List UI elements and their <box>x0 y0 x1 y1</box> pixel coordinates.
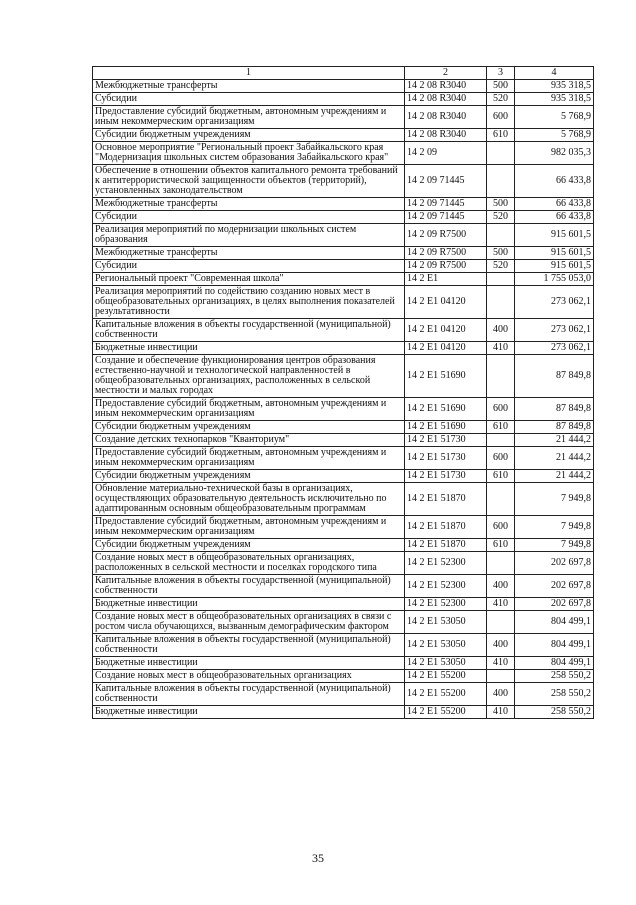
table-header-row <box>93 67 594 80</box>
row-code-cell: 14 2 E1 51730 <box>405 470 487 483</box>
row-expense-type-cell <box>487 483 515 516</box>
row-expense-type-cell: 400 <box>487 634 515 657</box>
table-row <box>93 165 594 198</box>
row-amount-cell: 935 318,5 <box>515 93 594 106</box>
row-amount-cell: 5 768,9 <box>515 106 594 129</box>
row-amount-cell: 21 444,2 <box>515 434 594 447</box>
row-name-cell: Создание и обеспечение функционирования центров образования естественно-научной и технологической направленностей в общеобразовательных организациях, расположенных в сельской местности и малых городах <box>93 355 405 398</box>
row-expense-type-cell <box>487 165 515 198</box>
row-name-cell: Субсидии <box>93 260 405 273</box>
row-name-cell: Предоставление субсидий бюджетным, автономным учреждениям и иным некоммерческим организациям <box>93 447 405 470</box>
row-amount-cell: 258 550,2 <box>515 670 594 683</box>
column-header-4: 4 <box>515 67 594 80</box>
row-name-cell: Межбюджетные трансферты <box>93 80 405 93</box>
row-name-cell: Бюджетные инвестиции <box>93 598 405 611</box>
row-expense-type-cell: 500 <box>487 198 515 211</box>
table-row <box>93 398 594 421</box>
row-expense-type-cell <box>487 434 515 447</box>
table-row <box>93 575 594 598</box>
row-expense-type-cell: 410 <box>487 598 515 611</box>
row-amount-cell: 66 433,8 <box>515 165 594 198</box>
row-code-cell: 14 2 E1 04120 <box>405 342 487 355</box>
row-expense-type-cell: 400 <box>487 575 515 598</box>
row-name-cell: Основное мероприятие "Региональный проект Забайкальского края "Модернизация школьных систем образования Забайкальского края" <box>93 142 405 165</box>
table-row <box>93 470 594 483</box>
table-row <box>93 286 594 319</box>
table-row <box>93 198 594 211</box>
row-code-cell: 14 2 E1 51690 <box>405 421 487 434</box>
table-row <box>93 634 594 657</box>
row-amount-cell: 87 849,8 <box>515 398 594 421</box>
row-code-cell: 14 2 E1 53050 <box>405 634 487 657</box>
table-row <box>93 142 594 165</box>
row-name-cell: Межбюджетные трансферты <box>93 247 405 260</box>
row-code-cell: 14 2 E1 51690 <box>405 355 487 398</box>
row-code-cell: 14 2 E1 <box>405 273 487 286</box>
row-amount-cell: 982 035,3 <box>515 142 594 165</box>
row-amount-cell: 258 550,2 <box>515 706 594 719</box>
row-name-cell: Реализация мероприятий по содействию созданию новых мест в общеобразовательных организациях, в целях выполнения показателей результативности <box>93 286 405 319</box>
row-expense-type-cell: 400 <box>487 319 515 342</box>
table-row <box>93 211 594 224</box>
table-row <box>93 355 594 398</box>
table-row <box>93 273 594 286</box>
row-code-cell: 14 2 E1 52300 <box>405 575 487 598</box>
row-amount-cell: 87 849,8 <box>515 421 594 434</box>
row-expense-type-cell: 520 <box>487 93 515 106</box>
row-expense-type-cell: 600 <box>487 447 515 470</box>
row-name-cell: Обновление материально-технической базы в организациях, осуществляющих образовательную деятельность исключительно по адаптированным основным общеобразовательным программам <box>93 483 405 516</box>
row-amount-cell: 258 550,2 <box>515 683 594 706</box>
row-amount-cell: 1 755 053,0 <box>515 273 594 286</box>
table-row <box>93 670 594 683</box>
row-name-cell: Субсидии <box>93 93 405 106</box>
row-name-cell: Бюджетные инвестиции <box>93 706 405 719</box>
row-expense-type-cell <box>487 273 515 286</box>
table-row <box>93 516 594 539</box>
table-row <box>93 552 594 575</box>
table-row <box>93 598 594 611</box>
row-name-cell: Создание новых мест в общеобразовательных организациях <box>93 670 405 683</box>
row-name-cell: Субсидии бюджетным учреждениям <box>93 129 405 142</box>
row-code-cell: 14 2 E1 51730 <box>405 434 487 447</box>
row-expense-type-cell: 500 <box>487 247 515 260</box>
row-expense-type-cell <box>487 286 515 319</box>
table-row <box>93 611 594 634</box>
row-amount-cell: 7 949,8 <box>515 539 594 552</box>
row-amount-cell: 21 444,2 <box>515 447 594 470</box>
row-code-cell: 14 2 09 <box>405 142 487 165</box>
table-row <box>93 657 594 670</box>
row-expense-type-cell: 410 <box>487 657 515 670</box>
column-header-1: 1 <box>93 67 405 80</box>
table-row <box>93 106 594 129</box>
table-row <box>93 129 594 142</box>
table-row <box>93 706 594 719</box>
row-code-cell: 14 2 09 71445 <box>405 198 487 211</box>
row-amount-cell: 935 318,5 <box>515 80 594 93</box>
row-code-cell: 14 2 E1 51870 <box>405 516 487 539</box>
row-code-cell: 14 2 E1 04120 <box>405 319 487 342</box>
row-amount-cell: 804 499,1 <box>515 657 594 670</box>
row-code-cell: 14 2 E1 53050 <box>405 611 487 634</box>
row-code-cell: 14 2 09 71445 <box>405 211 487 224</box>
row-amount-cell: 804 499,1 <box>515 611 594 634</box>
row-expense-type-cell: 600 <box>487 516 515 539</box>
row-code-cell: 14 2 E1 51730 <box>405 447 487 470</box>
row-amount-cell: 5 768,9 <box>515 129 594 142</box>
row-code-cell: 14 2 08 R3040 <box>405 106 487 129</box>
row-expense-type-cell <box>487 355 515 398</box>
table-row <box>93 247 594 260</box>
row-code-cell: 14 2 E1 04120 <box>405 286 487 319</box>
row-expense-type-cell <box>487 142 515 165</box>
row-name-cell: Субсидии бюджетным учреждениям <box>93 539 405 552</box>
row-code-cell: 14 2 E1 51870 <box>405 483 487 516</box>
row-name-cell: Реализация мероприятий по модернизации школьных систем образования <box>93 224 405 247</box>
row-name-cell: Капитальные вложения в объекты государственной (муниципальной) собственности <box>93 319 405 342</box>
table-row <box>93 93 594 106</box>
row-expense-type-cell: 500 <box>487 80 515 93</box>
row-expense-type-cell <box>487 611 515 634</box>
table-row <box>93 447 594 470</box>
table-row <box>93 483 594 516</box>
row-code-cell: 14 2 E1 52300 <box>405 552 487 575</box>
row-name-cell: Создание детских технопарков "Кванториум" <box>93 434 405 447</box>
table-row <box>93 319 594 342</box>
row-name-cell: Предоставление субсидий бюджетным, автономным учреждениям и иным некоммерческим организациям <box>93 516 405 539</box>
row-expense-type-cell: 410 <box>487 706 515 719</box>
row-code-cell: 14 2 E1 51690 <box>405 398 487 421</box>
row-expense-type-cell: 600 <box>487 398 515 421</box>
row-amount-cell: 915 601,5 <box>515 247 594 260</box>
row-amount-cell: 7 949,8 <box>515 516 594 539</box>
row-code-cell: 14 2 E1 53050 <box>405 657 487 670</box>
row-code-cell: 14 2 09 R7500 <box>405 247 487 260</box>
row-name-cell: Субсидии <box>93 211 405 224</box>
row-expense-type-cell: 410 <box>487 342 515 355</box>
table-row <box>93 421 594 434</box>
row-name-cell: Межбюджетные трансферты <box>93 198 405 211</box>
row-expense-type-cell <box>487 552 515 575</box>
row-expense-type-cell <box>487 224 515 247</box>
row-amount-cell: 87 849,8 <box>515 355 594 398</box>
table-body <box>93 80 594 719</box>
row-name-cell: Создание новых мест в общеобразовательных организациях, расположенных в сельской местности и поселках городского типа <box>93 552 405 575</box>
row-name-cell: Бюджетные инвестиции <box>93 342 405 355</box>
row-amount-cell: 915 601,5 <box>515 224 594 247</box>
row-name-cell: Субсидии бюджетным учреждениям <box>93 470 405 483</box>
table-row <box>93 342 594 355</box>
column-header-3: 3 <box>487 67 515 80</box>
row-name-cell: Предоставление субсидий бюджетным, автономным учреждениям и иным некоммерческим организациям <box>93 106 405 129</box>
row-code-cell: 14 2 09 R7500 <box>405 260 487 273</box>
row-code-cell: 14 2 E1 55200 <box>405 683 487 706</box>
row-code-cell: 14 2 08 R3040 <box>405 129 487 142</box>
row-amount-cell: 273 062,1 <box>515 319 594 342</box>
row-expense-type-cell <box>487 670 515 683</box>
row-amount-cell: 804 499,1 <box>515 634 594 657</box>
row-name-cell: Региональный проект "Современная школа" <box>93 273 405 286</box>
row-name-cell: Капитальные вложения в объекты государственной (муниципальной) собственности <box>93 575 405 598</box>
row-expense-type-cell: 610 <box>487 470 515 483</box>
table-row <box>93 260 594 273</box>
row-amount-cell: 202 697,8 <box>515 552 594 575</box>
row-name-cell: Предоставление субсидий бюджетным, автономным учреждениям и иным некоммерческим организациям <box>93 398 405 421</box>
row-amount-cell: 202 697,8 <box>515 575 594 598</box>
row-amount-cell: 202 697,8 <box>515 598 594 611</box>
row-expense-type-cell: 520 <box>487 211 515 224</box>
row-amount-cell: 273 062,1 <box>515 342 594 355</box>
row-code-cell: 14 2 E1 52300 <box>405 598 487 611</box>
row-name-cell: Капитальные вложения в объекты государственной (муниципальной) собственности <box>93 634 405 657</box>
row-name-cell: Обеспечение в отношении объектов капитального ремонта требований к антитеррористической защищенности объектов (территорий), установленных законодательством <box>93 165 405 198</box>
row-code-cell: 14 2 E1 55200 <box>405 670 487 683</box>
page-number: 35 <box>312 851 324 865</box>
row-expense-type-cell: 610 <box>487 539 515 552</box>
row-expense-type-cell: 520 <box>487 260 515 273</box>
row-name-cell: Субсидии бюджетным учреждениям <box>93 421 405 434</box>
row-expense-type-cell: 600 <box>487 106 515 129</box>
row-name-cell: Капитальные вложения в объекты государственной (муниципальной) собственности <box>93 683 405 706</box>
row-code-cell: 14 2 09 71445 <box>405 165 487 198</box>
row-name-cell: Бюджетные инвестиции <box>93 657 405 670</box>
row-name-cell: Создание новых мест в общеобразовательных организациях в связи с ростом числа обучающихся, вызванным демографическим фактором <box>93 611 405 634</box>
row-amount-cell: 21 444,2 <box>515 470 594 483</box>
row-code-cell: 14 2 09 R7500 <box>405 224 487 247</box>
row-expense-type-cell: 610 <box>487 129 515 142</box>
table-row <box>93 683 594 706</box>
row-amount-cell: 915 601,5 <box>515 260 594 273</box>
row-amount-cell: 66 433,8 <box>515 211 594 224</box>
row-code-cell: 14 2 08 R3040 <box>405 93 487 106</box>
row-expense-type-cell: 400 <box>487 683 515 706</box>
row-amount-cell: 7 949,8 <box>515 483 594 516</box>
budget-table <box>92 66 594 719</box>
row-amount-cell: 273 062,1 <box>515 286 594 319</box>
row-expense-type-cell: 610 <box>487 421 515 434</box>
column-header-2: 2 <box>405 67 487 80</box>
table-row <box>93 80 594 93</box>
table-row <box>93 434 594 447</box>
row-code-cell: 14 2 E1 55200 <box>405 706 487 719</box>
row-code-cell: 14 2 E1 51870 <box>405 539 487 552</box>
row-code-cell: 14 2 08 R3040 <box>405 80 487 93</box>
table-row <box>93 224 594 247</box>
table-row <box>93 539 594 552</box>
row-amount-cell: 66 433,8 <box>515 198 594 211</box>
